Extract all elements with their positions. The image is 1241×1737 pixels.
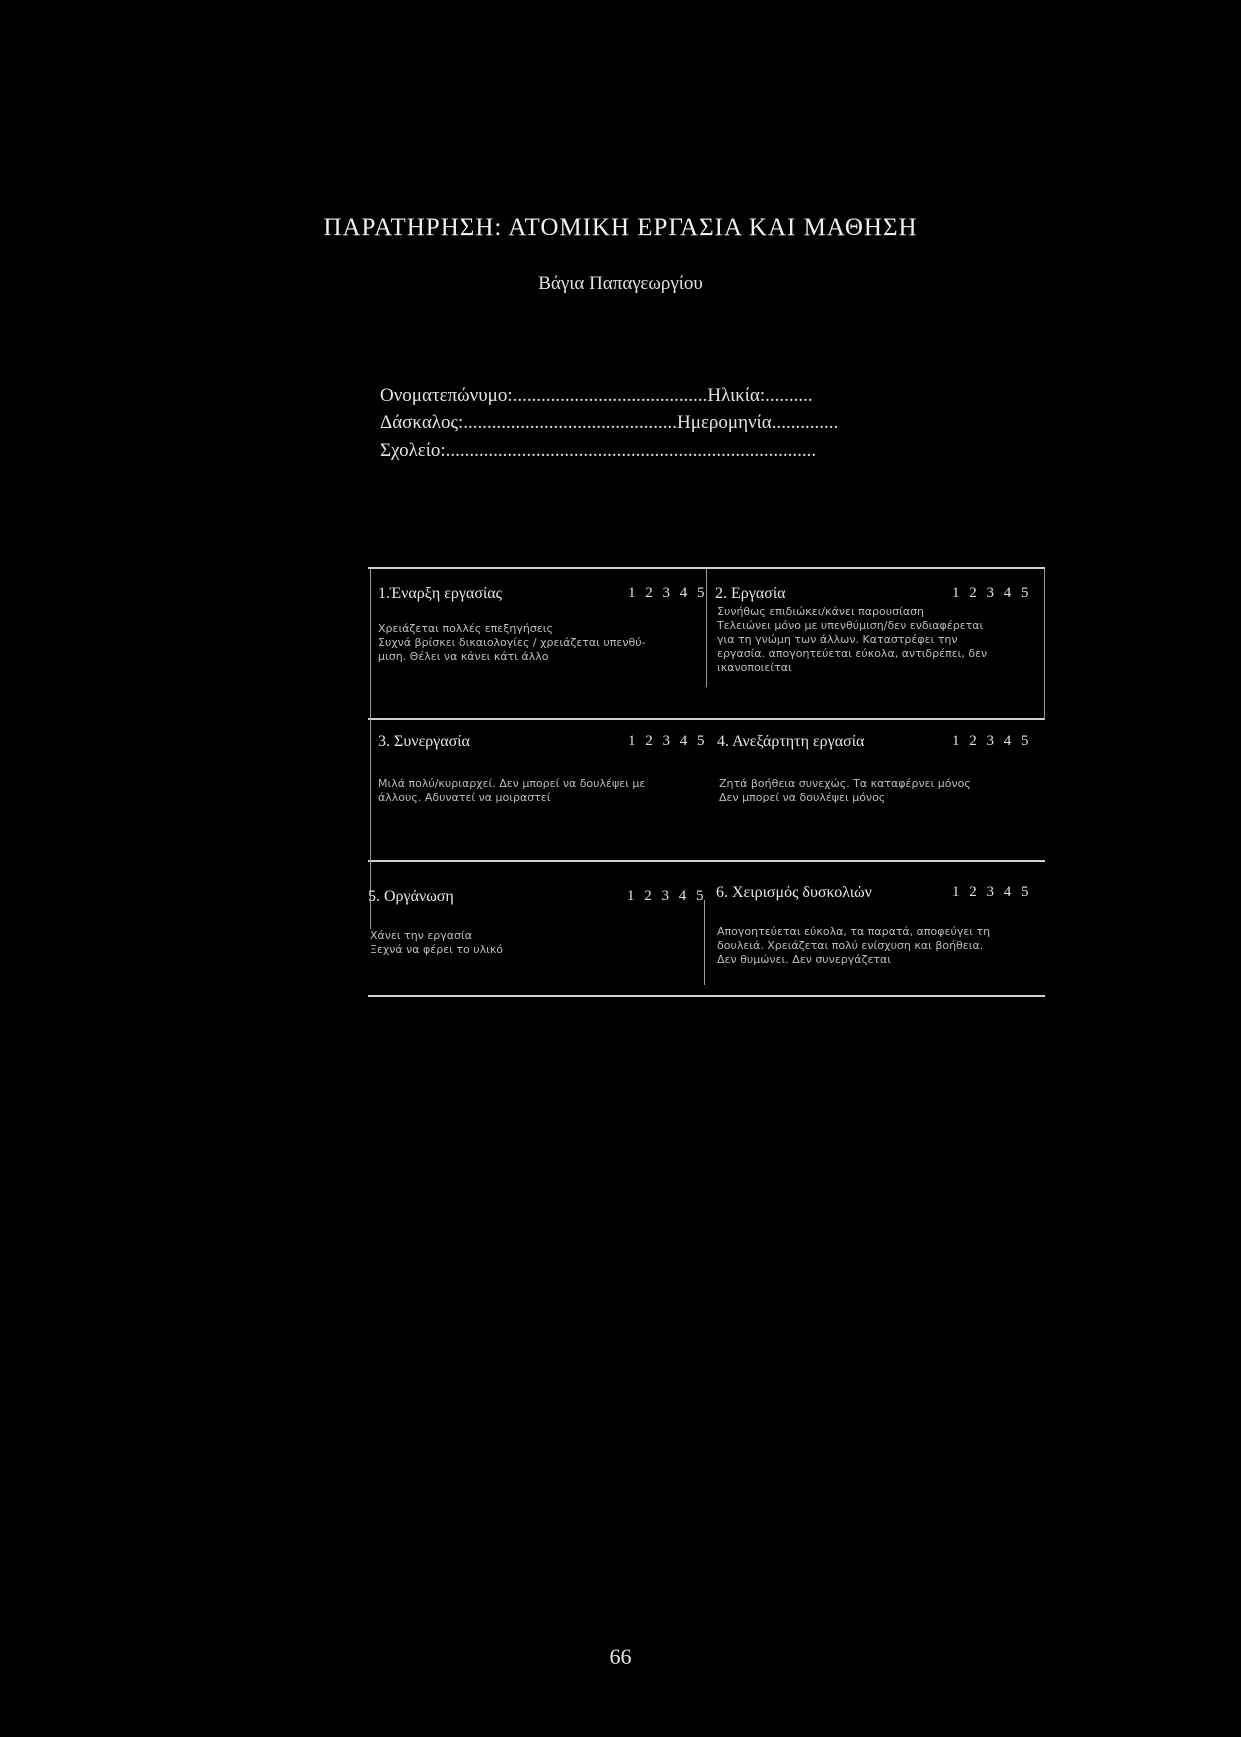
section-4-description — [719, 777, 1041, 805]
section-2-rating-scale: 1 2 3 4 5 — [952, 585, 1032, 601]
section-6-rating-scale: 1 2 3 4 5 — [952, 884, 1032, 900]
table-left-border — [370, 569, 371, 929]
section-2-line: εργασία. απογοητεύεται εύκολα, αντιδρέπει, δεν — [717, 647, 988, 660]
table-rule-2 — [368, 860, 1045, 862]
section-5-rating-scale: 1 2 3 4 5 — [627, 888, 707, 904]
section-5-description — [370, 929, 692, 957]
table-bottom-rule — [368, 995, 1045, 997]
table-right-border — [1044, 569, 1045, 719]
section-2-line: Συνήθως επιδιώκει/κάνει παρουσίαση — [717, 605, 925, 618]
section-2-line: ικανοποιείται — [717, 661, 792, 674]
section-6-heading: 6. Χειρισμός δυσκολιών — [716, 884, 872, 901]
section-3-rating-scale: 1 2 3 4 5 — [628, 733, 708, 749]
form-field-school: Σχολείο:.............................................................................. — [380, 440, 817, 461]
section-2-line: Τελειώνει μόνο με υπενθύμιση/δεν ενδιαφέρεται — [717, 619, 984, 632]
section-4-line: Δεν μπορεί να δουλέψει μόνος — [719, 791, 886, 804]
section-2-heading: 2. Εργασία — [715, 585, 786, 602]
author-name: Βάγια Παπαγεωργίου — [538, 273, 703, 294]
section-1-heading: 1.Έναρξη εργασίας — [378, 585, 503, 602]
section-5-line: Ξεχνά να φέρει το υλικό — [370, 943, 504, 956]
section-4-rating-scale: 1 2 3 4 5 — [952, 733, 1032, 749]
document-title: ΠΑΡΑΤΗΡΗΣΗ: ΑΤΟΜΙΚΗ ΕΡΓΑΣΙΑ ΚΑΙ ΜΑΘΗΣΗ — [323, 214, 918, 241]
section-1-rating-scale: 1 2 3 4 5 — [628, 585, 708, 601]
section-6-line: δουλειά. Χρειάζεται πολύ ενίσχυση και βοήθεια. — [717, 939, 984, 952]
table-rule-1 — [368, 718, 1045, 720]
section-5-heading: 5. Οργάνωση — [368, 888, 454, 905]
section-5-line: Χάνει την εργασία — [370, 929, 472, 942]
section-3-line: Μιλά πολύ/κυριαρχεί. Δεν μπορεί να δουλέψει με — [378, 777, 646, 790]
section-1-line: Χρειάζεται πολλές επεξηγήσεις — [378, 622, 553, 635]
section-6-line: Απογοητεύεται εύκολα, τα παρατά, αποφεύγει τη — [717, 925, 991, 938]
section-3-heading: 3. Συνεργασία — [378, 733, 470, 750]
section-6-description — [717, 925, 1042, 967]
section-2-line: για τη γνώμη των άλλων. Καταστρέφει την — [717, 633, 958, 646]
section-1-description — [378, 622, 700, 664]
section-1-line: Συχνά βρίσκει δικαιολογίες / χρειάζεται υπενθύ- — [378, 636, 646, 649]
form-field-teacher-date: Δάσκαλος:.............................................Ημερομηνία.............. — [380, 412, 839, 433]
section-4-heading: 4. Ανεξάρτητη εργασία — [717, 733, 865, 750]
section-4-line: Ζητά βοήθεια συνεχώς. Τα καταφέρνει μόνος — [719, 777, 971, 790]
section-2-description — [717, 605, 1039, 675]
section-3-line: άλλους. Αδυνατεί να μοιραστεί — [378, 791, 551, 804]
section-6-line: Δεν θυμώνει. Δεν συνεργάζεται — [717, 953, 892, 966]
section-3-description — [378, 777, 700, 805]
table-center-divider-lower — [704, 900, 705, 985]
form-field-name-age: Ονοματεπώνυμο:.........................................Ηλικία:.......... — [380, 385, 813, 406]
page-number: 66 — [609, 1644, 632, 1669]
section-1-line: μιση. Θέλει να κάνει κάτι άλλο — [378, 650, 549, 663]
